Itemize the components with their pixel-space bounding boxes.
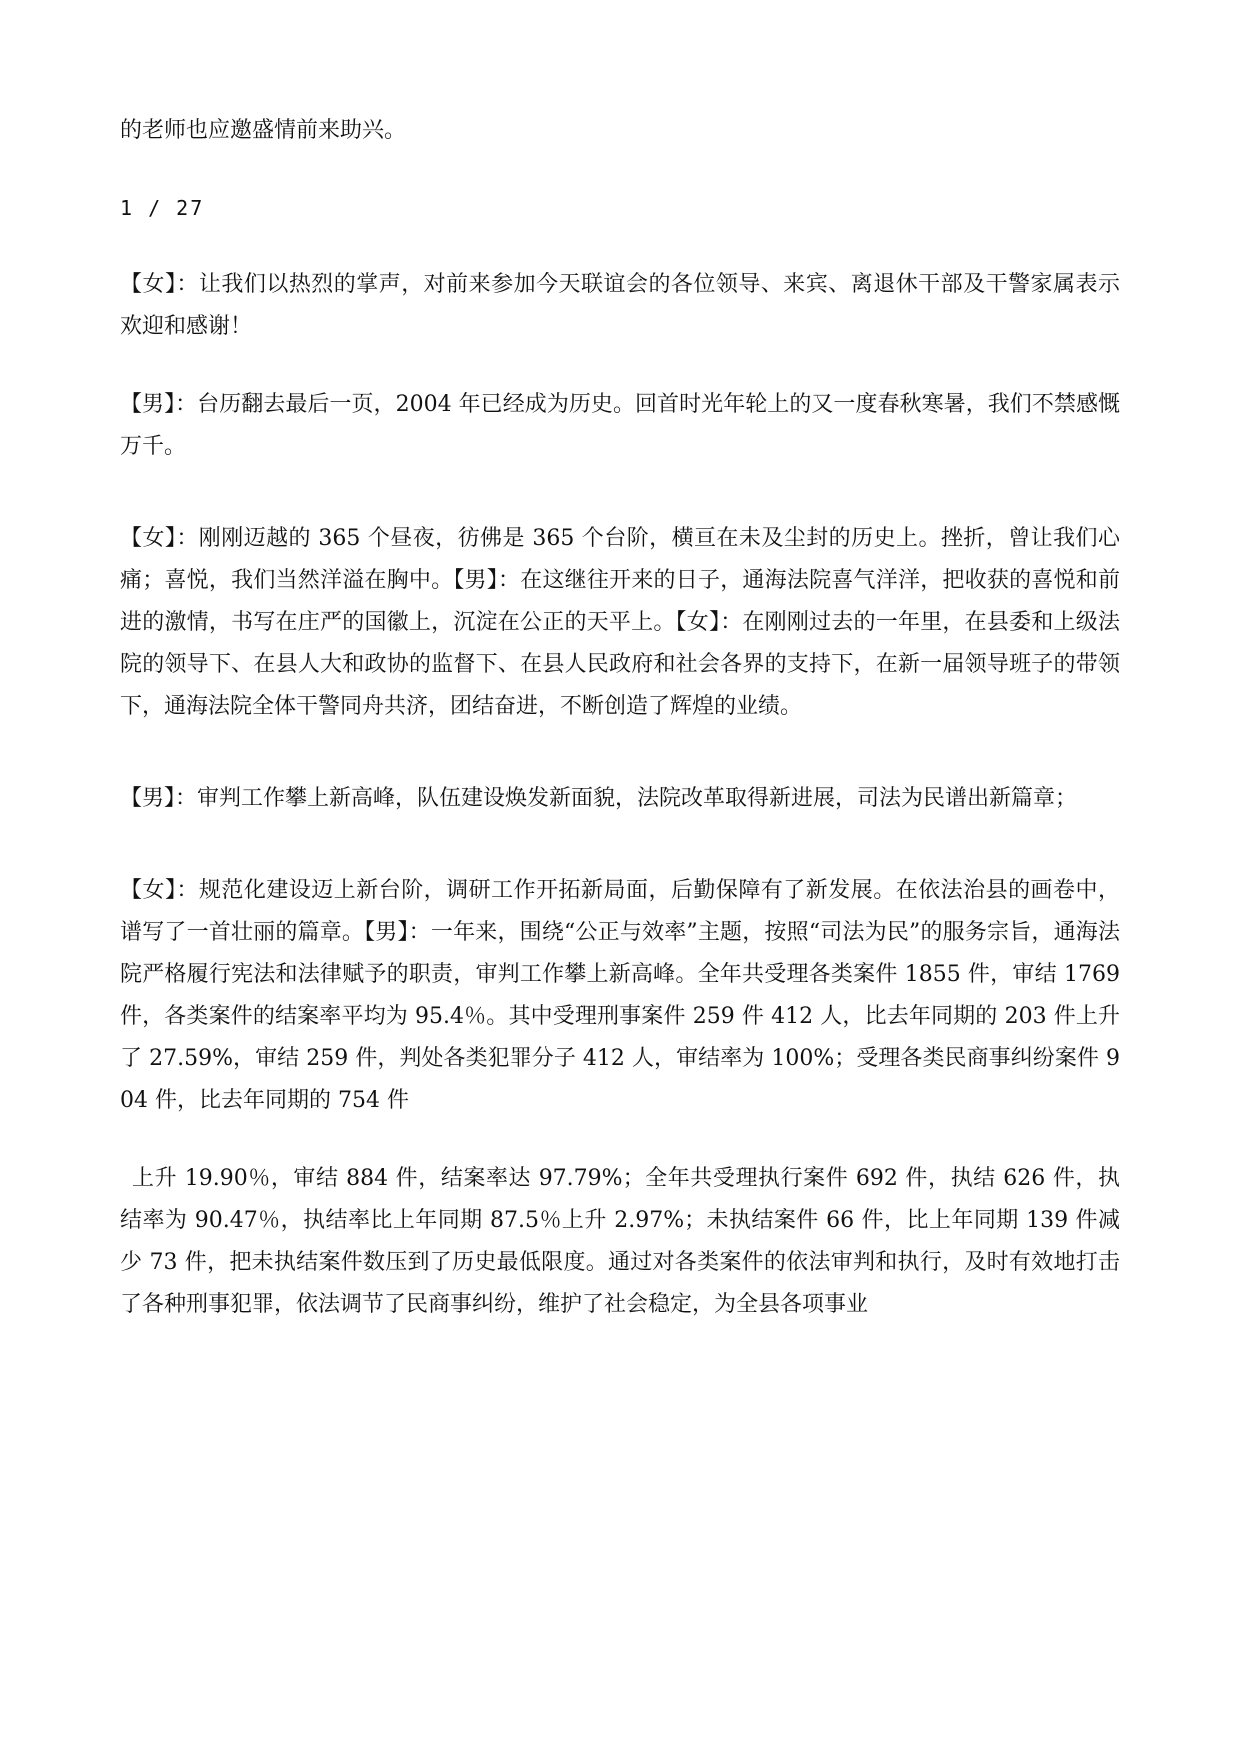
paragraph-female-welcome: 【女】：让我们以热烈的掌声，对前来参加今天联谊会的各位领导、来宾、离退休干部及干警家属表示欢迎和感谢！ [120,272,1120,339]
paragraph-intro-end: 的老师也应邀盛情前来助兴。 [120,118,407,143]
paragraph-statistics-continued: 上升 19.90％，审结 884 件，结案率达 97.79%；全年共受理执行案件 692 件，执结 626 件，执结率为 90.47％，执结率比上年同期 87.5％上升 2.97%；未执结案件 66 件，比上年同期 139 件减少 73 件，把未执结案件数压到了历史最低限度。通过对各类案件的依法审判和执行，及时有效地打击了各种刑事犯罪，依法调节了民商事纠纷，维护了社会稳定，为全县各项事业 [120,1166,1120,1317]
paragraph-male-achievements: 【男】：审判工作攀上新高峰，队伍建设焕发新面貌，法院改革取得新进展，司法为民谱出新篇章； [120,786,1078,811]
paragraph-male-calendar: 【男】：台历翻去最后一页，2004 年已经成为历史。回首时光年轮上的又一度春秋寒暑，我们不禁感慨万千。 [120,392,1120,459]
page-number: 1 / 27 [120,196,205,220]
paragraph-female-statistics: 【女】：规范化建设迈上新台阶，调研工作开拓新局面，后勤保障有了新发展。在依法治县的画卷中，谱写了一首壮丽的篇章。【男】：一年来，围绕“公正与效率”主题，按照“司法为民”的服务宗旨，通海法院严格履行宪法和法律赋予的职责，审判工作攀上新高峰。全年共受理各类案件 1855 件，审结 1769 件，各类案件的结案率平均为 95.4％。其中受理刑事案件 259 件 412 人，比去年同期的 203 件上升了 27.59%，审结 259 件，判处各类犯罪分子 412 人，审结率为 100%；受理各类民商事纠纷案件 904 件，比去年同期的 754 件 [120,878,1120,1113]
document-page [120,110,1120,1326]
paragraph-female-365-days: 【女】：刚刚迈越的 365 个昼夜，彷佛是 365 个台阶，横亘在未及尘封的历史上。挫折，曾让我们心痛；喜悦，我们当然洋溢在胸中。【男】：在这继往开来的日子，通海法院喜气洋洋，把收获的喜悦和前进的激情，书写在庄严的国徽上，沉淀在公正的天平上。【女】：在刚刚过去的一年里，在县委和上级法院的领导下、在县人大和政协的监督下、在县人民政府和社会各界的支持下，在新一届领导班子的带领下，通海法院全体干警同舟共济，团结奋进，不断创造了辉煌的业绩。 [120,526,1120,719]
